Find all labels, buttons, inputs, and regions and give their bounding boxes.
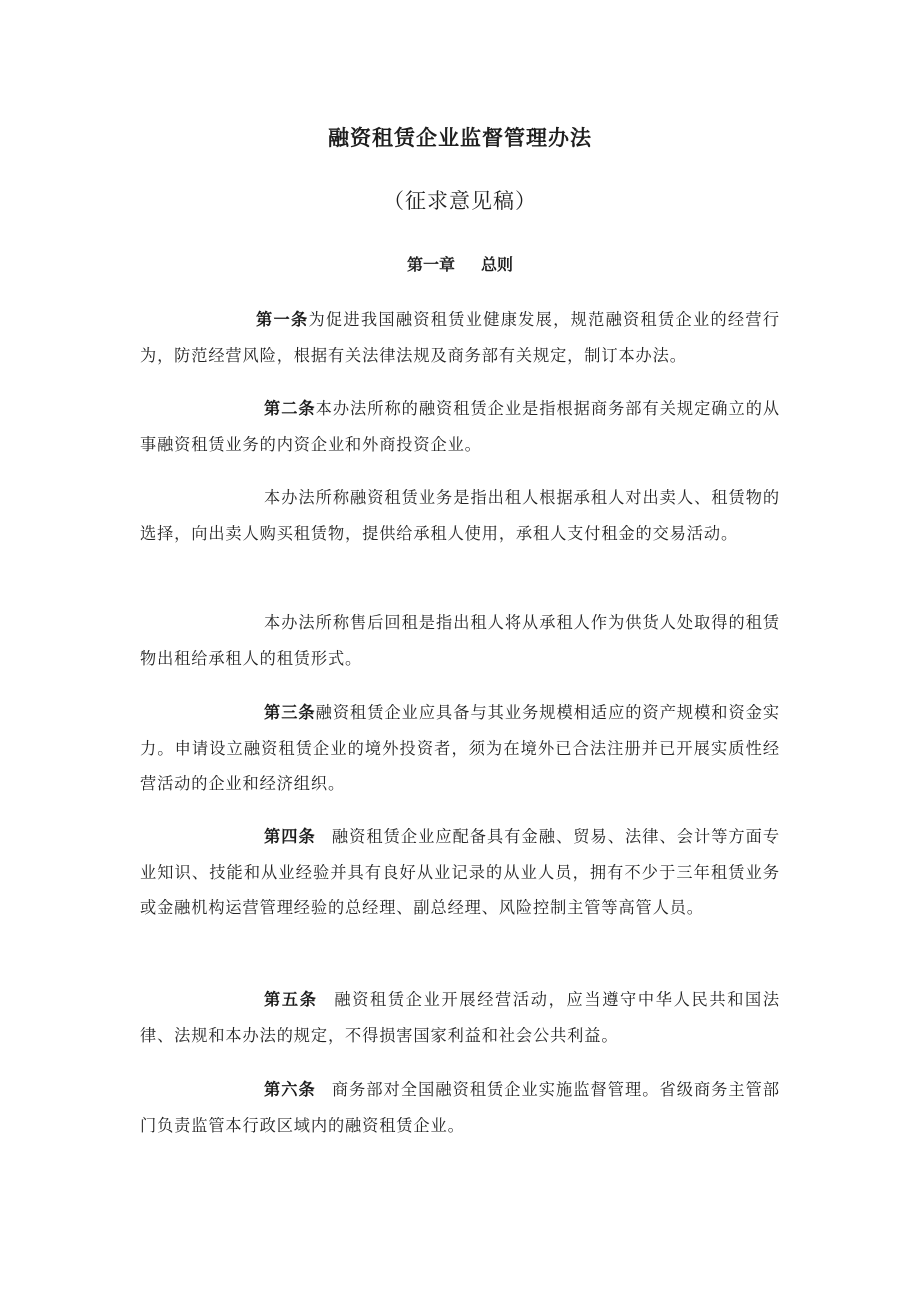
chapter-number: 第一章 bbox=[406, 255, 455, 274]
article-4-text: 融资租赁企业应配备具有金融、贸易、法律、会计等方面专业知识、技能和从业经验并具有良好从业记录的从业人员，拥有不少于三年租赁业务或金融机构运营管理经验的总经理、副总经理、风险控制主管等高管人员。 bbox=[140, 827, 780, 917]
article-6-label: 第六条 bbox=[264, 1080, 316, 1099]
article-3-paragraph bbox=[140, 695, 780, 802]
chapter-heading bbox=[0, 252, 920, 275]
article-3-text: 融资租赁企业应具备与其业务规模相适应的资产规模和资金实力。申请设立融资租赁企业的境外投资者，须为在境外已合法注册并已开展实质性经营活动的企业和经济组织。 bbox=[140, 703, 780, 793]
article-5-text: 融资租赁企业开展经营活动，应当遵守中华人民共和国法律、法规和本办法的规定，不得损害国家利益和社会公共利益。 bbox=[140, 990, 781, 1045]
article-2-clause-leaseback-definition bbox=[140, 605, 780, 676]
article-5-paragraph bbox=[140, 982, 780, 1053]
article-2-paragraph bbox=[140, 391, 780, 462]
article-2-text: 本办法所称的融资租赁企业是指根据商务部有关规定确立的从事融资租赁业务的内资企业和外商投资企业。 bbox=[140, 399, 780, 454]
article-1-paragraph bbox=[140, 302, 780, 373]
article-3-label: 第三条 bbox=[264, 703, 316, 722]
article-5-label: 第五条 bbox=[264, 990, 318, 1009]
clause-leasing-definition-text: 本办法所称融资租赁业务是指出租人根据承租人对出卖人、租赁物的选择，向出卖人购买租赁物，提供给承租人使用，承租人支付租金的交易活动。 bbox=[140, 488, 780, 543]
document-subtitle: （征求意见稿） bbox=[383, 189, 537, 213]
article-4-label: 第四条 bbox=[264, 827, 316, 846]
document-title: 融资租赁企业监督管理办法 bbox=[328, 126, 592, 150]
article-1-text: 为促进我国融资租赁业健康发展，规范融资租赁企业的经营行为，防范经营风险，根据有关法律法规及商务部有关规定，制订本办法。 bbox=[140, 310, 780, 365]
article-2-clause-leasing-definition bbox=[140, 480, 780, 551]
clause-leaseback-definition-text: 本办法所称售后回租是指出租人将从承租人作为供货人处取得的租赁物出租给承租人的租赁形式。 bbox=[140, 613, 780, 668]
article-1-label: 第一条 bbox=[256, 310, 309, 329]
chapter-name: 总则 bbox=[481, 255, 514, 274]
article-6-paragraph bbox=[140, 1072, 780, 1143]
article-2-label: 第二条 bbox=[264, 399, 316, 418]
article-4-paragraph bbox=[140, 819, 780, 926]
article-6-text: 商务部对全国融资租赁企业实施监督管理。省级商务主管部门负责监管本行政区域内的融资租赁企业。 bbox=[140, 1080, 780, 1135]
